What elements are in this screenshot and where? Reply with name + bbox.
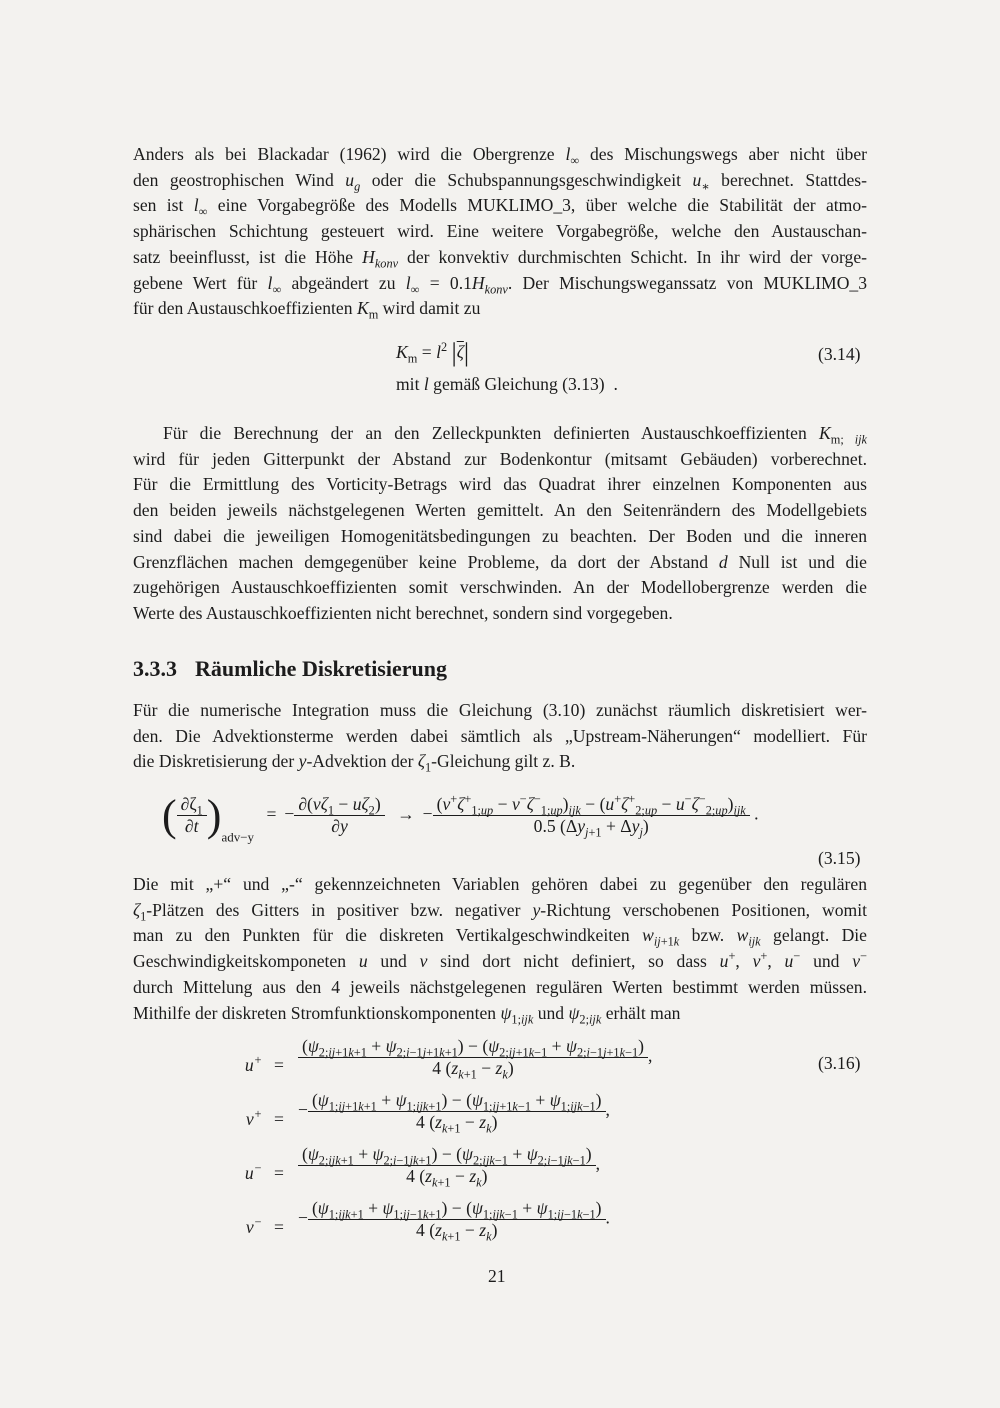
equation-number-3-15: (3.15) [818,848,861,868]
rhs-fraction: $\frac{(v^+\zeta^+_{1;up} - v^-\zeta^-_{1;up})_{ijk} - (u^+\zeta^+_{2;up} - u^-\zeta^-_{2;up})_{ijk}}{0.5 (\Delta y_{j+1} + \Delta y_j)}$ [433,794,750,837]
text-line: satz beeinflusst, ist die Höhe $H_{konv}$ der konvektiv durchmischten Schicht. In ihr wird der vorge- [133,246,867,271]
text-line: Mithilfe der diskreten Stromfunktionskomponenten $\psi_{1;ijk}$ und $\psi_{2;ijk}$ erhält man [133,1002,681,1027]
paragraph-3 [133,698,867,775]
paragraph-1 [133,142,867,322]
page-number: 21 [488,1266,506,1286]
lhs-fraction: $\frac{\partial\zeta_1}{\partial t}$ [177,794,207,837]
text-line: man zu den Punkten für die diskreten Vertikalgeschwindkeiten $w_{ij+1k}$ bzw. $w_{ijk}$ gelangt. Die [133,925,867,949]
text-line: Anders als bei Blackadar (1962) wird die Obergrenze $l_\infty$ des Mischungswegs aber nicht über [133,144,867,168]
text-line: gebene Wert für $l_\infty$ abgeändert zu $l_\infty = 0.1H_{konv}$. Der Mischungsweganssatz von MUKLIMO_3 [133,272,867,297]
paragraph-4 [133,872,867,1026]
equation-number-3-16: (3.16) [818,1053,861,1073]
equation-number-3-14: (3.14) [818,344,861,364]
text-line: den geostrophischen Wind $u_g$ oder die Schubspannungsgeschwindigkeit $u_∗$ berechnet. Stattdes- [133,169,868,194]
paragraph-2 [133,421,867,627]
text-line: Für die Ermittlung des Vorticity-Betrags wird das Quadrat ihrer einzelnen Komponenten aus [133,474,867,495]
text-line: zugehörigen Austauschkoeffizienten somit verschwinden. An der Modellobergrenze werden die [133,577,867,598]
text-line: sen ist $l_\infty$ eine Vorgabegröße des Modells MUKLIMO_3, über welche die Stabilität der atmo- [133,195,868,219]
document-page: Anders als bei Blackadar (1962) wird die Obergrenze $l_\infty$ des Mischungswegs aber nicht über den geostrophischen Wind $u_g$ oder die Schubspannungsgeschwindigkeit $u_∗$ berechnet. Stattdes- sen ist $l_\infty$ eine Vorgabegröße des Modells MUKLIMO_3, über welche die Stabilität der atmo- sphärischen Schichtung gesteuert wird. Eine weitere Vorgabegröße, welche den Austauschan- satz beeinflusst, ist die Höhe $H_{konv}$ der konvektiv durchmischten Schicht. In ihr wird der vorge- gebene Wert für $l_\infty$ abgeändert zu $l_\infty = 0.1H_{konv}$. Der Mischungsweganssatz von MUKLIMO_3 für den Austauschkoeffizienten $K_m$ wird damit zu $K_m = l^2$ $|\overline{\zeta}|$ mit l gemäß Gleichung (3.13) . (3.14) Für die Berechnung der an den Zelleckpunkten definierten Austauschkoeffizienten $K_{m; ijk}$ wird für jeden Gitterpunkt der Abstand zur Bodenkontur (mitsamt Gebäuden) vorberechnet. Für die Ermittlung des Vorticity-Betrags wird das Quadrat ihrer einzelnen Komponenten aus den beiden jeweils nächstgelegenen Werten gemittelt. An den Seitenrändern des Modellgebiets sind dabei die jeweiligen Homogenitätsbedingungen zu beachten. Der Boden und die inneren Grenzflächen machen demgegenüber keine Probleme, da dort der Abstand d Null ist und die zugehörigen Austauschkoeffizienten somit verschwinden. An der Modellobergrenze werden die Werte des Austauschkoeffizienten nicht berechnet, sondern sind vorgegeben. 3.3.3 Räumliche Diskretisierung Für die numerische Integration muss die Gleichung (3.10) zunächst räumlich diskretisiert wer- den. Die Advektionsterme werden dabei sämtlich als „Upstream-Näherungen“ modelliert. Für die Diskretisierung der y-Advektion der $\zeta_1$-Gleichung gilt z. B. ( $\frac{\partial\zeta_1}{\partial t}$ )$_{adv-y}$ = − $\frac{\partial(v\zeta_1 - u\zeta_2)}{\partial y}$ → − $\frac{(v^+\zeta^+_{1;up} - v^-\zeta^-_{1;up})_{ijk} - (u^+\zeta^+_{2;up} - u^-\zeta^-_{2;up})_{ijk}}{0.5 (\Delta y_{j+1} + \Delta y_j)}$ . (3.15) Die mit „+“ und „-“ gekennzeichneten Variablen gehören dabei zu gegenüber den regulären $\zeta_1$-Plätzen des Gitters in positiver bzw. negativer y-Richtung verschobenen Positionen, womit man zu den Punkten für die diskreten Vertikalgeschwindkeiten $w_{ij+1k}$ bzw. $w_{ijk}$ gelangt. Die Geschwindigkeitskomponeten u und v sind dort nicht definiert, so dass u+, v+, u− und v− durch Mittelung aus den 4 jeweils nächstgelegenen regulären Werten bestimmt werden müssen. Mithilfe der diskreten Stromfunktionskomponenten $\psi_{1;ijk}$ und $\psi_{2;ijk}$ erhält man u+ = $\frac{(\psi_{2;ij+1k+1} + \psi_{2;i-1j+1k+1}) - (\psi_{2;ij+1k-1} + \psi_{2;i-1j+1k-1})}{4 (z_{k+1} - z_k)}$ , v+ = − $\frac{(\psi_{1;ij+1k+1} + \psi_{1;ijk+1}) - (\psi_{1;ij+1k-1} + \psi_{1;ijk-1})}{4 (z_{k+1} - z_k)}$ , u− = $\frac{(\psi_{2;ijk+1} + \psi_{2;i-1jk+1}) - (\psi_{2;ijk-1} + \psi_{2;i-1jk-1})}{4 (z_{k+1} - z_k)}$ , v− = − $\frac{(\psi_{1;ijk+1} + \psi_{1;ij-1k+1}) - (\psi_{1;ijk-1} + \psi_{1;ij-1k-1})}{4 (z_{k+1} - z_k)}$ . (3.16) 21 [133,144,868,1286]
equation-3-15: ( $\frac{\partial\zeta_1}{\partial t}$ )$_{adv-y}$ = − $\frac{\partial(v\zeta_1 - u\zeta_2)}{\partial y}$ → − $\frac{(v^+\zeta^+_{1;up} - v^-\zeta^-_{1;up})_{ijk} - (u^+\zeta^+_{2;up} - u^-\zeta^-_{2;up})_{ijk}}{0.5 (\Delta y_{j+1} + \Delta y_j)}$ . [162,791,759,845]
text-line: Grenzflächen machen demgegenüber keine Probleme, da dort der Abstand d Null ist und die [133,551,867,572]
text-line: den. Die Advektionsterme werden dabei sämtlich als „Upstream-Näherungen“ modelliert. Für [133,725,867,746]
left-paren: ( [162,791,177,840]
text-line: die Diskretisierung der y-Advektion der $\zeta_1$-Gleichung gilt z. B. [133,751,576,775]
text-line: den beiden jeweils nächstgelegenen Werten gemittelt. An den Seitenrändern des Modellgebiets [133,500,867,521]
text-line: sind dabei die jeweiligen Homogenitätsbedingungen zu beachten. Der Boden und die inneren [133,525,867,546]
equation-3-14-line-2: mit l gemäß Gleichung (3.13) . [396,374,618,394]
section-title: Räumliche Diskretisierung [195,656,447,681]
text-line: Für die Berechnung der an den Zelleckpunkten definierten Austauschkoeffizienten $K_{m; ijk}$ [163,423,867,447]
text-line: Die mit „+“ und „-“ gekennzeichneten Variablen gehören dabei zu gegenüber den regulären [133,874,867,894]
text-line: Für die numerische Integration muss die Gleichung (3.10) zunächst räumlich diskretisiert wer- [133,700,867,720]
text-line: wird für jeden Gitterpunkt der Abstand zur Bodenkontur (mitsamt Gebäuden) vorberechnet. [133,448,867,469]
text-line: sphärischen Schichtung gesteuert wird. Eine weitere Vorgabegröße, welche den Austauschan- [133,221,867,242]
text-line: Geschwindigkeitskomponeten u und v sind dort nicht definiert, so dass u+, v+, u− und v− [133,949,868,972]
text-line: Werte des Austauschkoeffizienten nicht berechnet, sondern sind vorgegeben. [133,602,673,623]
text-line: für den Austauschkoeffizienten $K_m$ wird damit zu [133,298,481,322]
section-heading [133,656,447,682]
section-number: 3.3.3 [133,656,177,681]
text-line: $\zeta_1$-Plätzen des Gitters in positiver bzw. negativer y-Richtung verschobenen Positionen, womit [133,899,867,924]
right-paren: ) [206,791,222,840]
equation-3-14-line-1: $K_m = l^2$ $|\overline{\zeta}|$ [396,338,470,367]
mid-fraction: $\frac{\partial(v\zeta_1 - u\zeta_2)}{\partial y}$ [294,794,384,837]
text-line: durch Mittelung aus den 4 jeweils nächstgelegenen regulären Werten bestimmt werden müssen. [133,976,867,997]
